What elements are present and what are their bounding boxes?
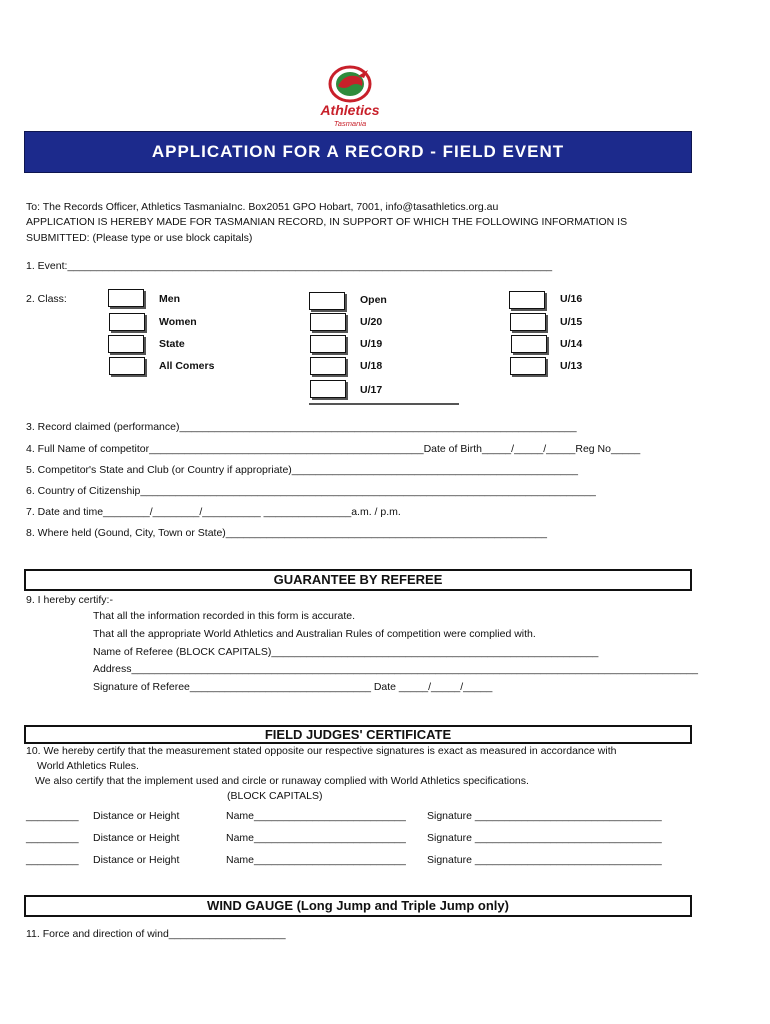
referee-section-heading: GUARANTEE BY REFEREE <box>24 569 692 591</box>
judges-block-capitals-note: (BLOCK CAPITALS) <box>227 790 323 802</box>
class-women-label: Women <box>159 316 197 328</box>
class-u19-checkbox[interactable] <box>310 335 346 353</box>
judge-3-signature-field[interactable]: Signature ________________________________ <box>427 854 662 866</box>
intro-line-3: SUBMITTED: (Please type or use block capitals) <box>26 232 253 244</box>
judges-paragraph-2: World Athletics Rules. <box>37 760 139 772</box>
class-women-checkbox[interactable] <box>109 313 145 331</box>
class-u17-label: U/17 <box>360 384 383 396</box>
athletics-tasmania-logo <box>312 64 388 130</box>
class-allcomers-label: All Comers <box>159 360 215 372</box>
judges-section-heading: FIELD JUDGES' CERTIFICATE <box>24 725 692 744</box>
class-u15-checkbox[interactable] <box>510 313 546 331</box>
class-u16-checkbox[interactable] <box>509 291 545 309</box>
judge-3-measurement-field[interactable]: _________ <box>26 854 79 866</box>
logo-emblem-icon <box>312 64 388 104</box>
referee-name-field[interactable]: Name of Referee (BLOCK CAPITALS)________________________________________________________ <box>93 646 599 658</box>
referee-signature-field[interactable]: Signature of Referee_______________________________ Date _____/_____/_____ <box>93 681 493 693</box>
judges-paragraph-1: 10. We hereby certify that the measurement stated opposite our respective signatures is exact as measured in accordance with <box>26 745 617 757</box>
wind-force-field[interactable]: 11. Force and direction of wind____________________ <box>26 928 286 940</box>
judge-2-signature-field[interactable]: Signature ________________________________ <box>427 832 662 844</box>
class-divider <box>309 403 459 405</box>
state-club-field[interactable]: 5. Competitor's State and Club (or Country if appropriate)_________________________________________________ <box>26 464 578 476</box>
class-state-checkbox[interactable] <box>108 335 144 353</box>
form-title-banner: APPLICATION FOR A RECORD - FIELD EVENT <box>24 131 692 173</box>
class-state-label: State <box>159 338 185 350</box>
judge-1-signature-field[interactable]: Signature ________________________________ <box>427 810 662 822</box>
class-allcomers-checkbox[interactable] <box>109 357 145 375</box>
logo-subtext: Tasmania <box>333 119 367 128</box>
event-field[interactable]: 1. Event:___________________________________________________________________________________ <box>26 260 553 272</box>
judge-1-name-field[interactable]: Name__________________________ <box>226 810 406 822</box>
class-u17-checkbox[interactable] <box>310 380 346 398</box>
judge-1-distance-label: Distance or Height <box>93 810 180 822</box>
class-men-checkbox[interactable] <box>108 289 144 307</box>
class-u14-checkbox[interactable] <box>511 335 547 353</box>
class-open-label: Open <box>360 294 387 306</box>
class-label: 2. Class: <box>26 293 67 305</box>
competitor-name-field[interactable]: 4. Full Name of competitor_______________________________________________Date of Birth_____/_____/_____Reg No_____ <box>26 443 641 455</box>
referee-statement-1: That all the information recorded in this form is accurate. <box>93 610 356 622</box>
class-u15-label: U/15 <box>560 316 583 328</box>
class-u14-label: U/14 <box>560 338 583 350</box>
class-men-label: Men <box>159 293 180 305</box>
intro-line-2: APPLICATION IS HEREBY MADE FOR TASMANIAN RECORD, IN SUPPORT OF WHICH THE FOLLOWING INFORMATION IS <box>26 216 628 228</box>
class-u16-label: U/16 <box>560 293 583 305</box>
citizenship-field[interactable]: 6. Country of Citizenship______________________________________________________________________________ <box>26 485 596 497</box>
record-claimed-field[interactable]: 3. Record claimed (performance)____________________________________________________________________ <box>26 421 577 433</box>
where-held-field[interactable]: 8. Where held (Gound, City, Town or State)_______________________________________________________ <box>26 527 547 539</box>
judge-2-name-field[interactable]: Name__________________________ <box>226 832 406 844</box>
referee-intro: 9. I hereby certify:- <box>26 594 113 606</box>
referee-statement-2: That all the appropriate World Athletics and Australian Rules of competition were complied with. <box>93 628 536 640</box>
class-u13-checkbox[interactable] <box>510 357 546 375</box>
logo-text: Athletics <box>320 102 380 118</box>
class-u18-label: U/18 <box>360 360 383 372</box>
class-u18-checkbox[interactable] <box>310 357 346 375</box>
judge-2-distance-label: Distance or Height <box>93 832 180 844</box>
intro-line-1: To: The Records Officer, Athletics TasmaniaInc. Box2051 GPO Hobart, 7001, info@tasathletics.org.au <box>26 201 499 213</box>
date-time-field[interactable]: 7. Date and time________/________/__________ _______________a.m. / p.m. <box>26 506 401 518</box>
wind-gauge-section-heading: WIND GAUGE (Long Jump and Triple Jump only) <box>24 895 692 917</box>
judges-paragraph-3: We also certify that the implement used and circle or runaway complied with World Athletics specifications. <box>35 775 529 787</box>
class-u20-checkbox[interactable] <box>310 313 346 331</box>
judge-3-distance-label: Distance or Height <box>93 854 180 866</box>
judge-3-name-field[interactable]: Name__________________________ <box>226 854 406 866</box>
class-u19-label: U/19 <box>360 338 383 350</box>
judge-1-measurement-field[interactable]: _________ <box>26 810 79 822</box>
judge-2-measurement-field[interactable]: _________ <box>26 832 79 844</box>
class-u20-label: U/20 <box>360 316 383 328</box>
referee-address-field[interactable]: Address_________________________________________________________________________________________________ <box>93 663 698 675</box>
class-u13-label: U/13 <box>560 360 583 372</box>
class-open-checkbox[interactable] <box>309 292 345 310</box>
